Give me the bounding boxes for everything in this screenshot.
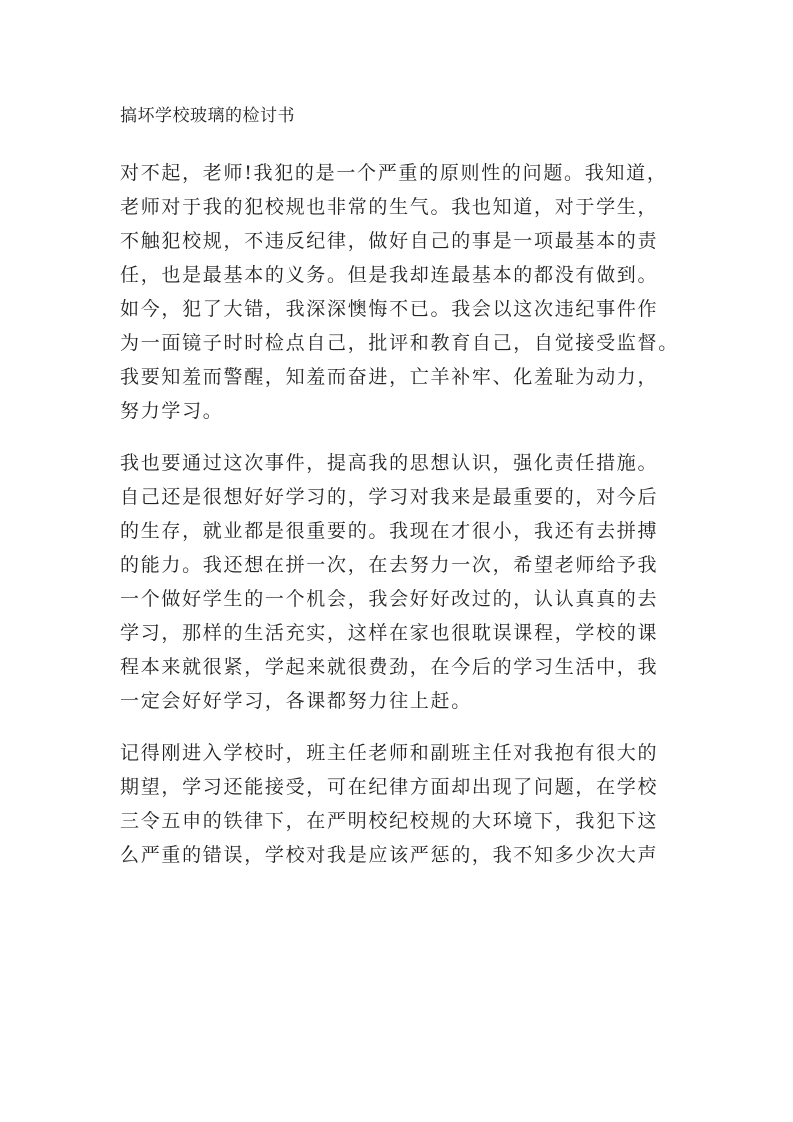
text-line: 对不起，老师!我犯的是一个严重的原则性的问题。我知道， — [120, 162, 668, 184]
text-line: 记得刚进入学校时，班主任老师和副班主任对我抱有很大的 — [120, 742, 659, 764]
paragraph-1 — [120, 156, 680, 428]
text-line: 的能力。我还想在拼一次，在去努力一次，希望老师给予我 — [120, 554, 659, 576]
text-line: 一个做好学生的一个机会，我会好好改过的，认认真真的去 — [120, 588, 659, 610]
text-line: 不触犯校规，不违反纪律，做好自己的事是一项最基本的责 — [120, 230, 659, 252]
paragraph-2 — [120, 446, 680, 718]
text-line: 么严重的错误，学校对我是应该严惩的，我不知多少次大声 — [120, 844, 659, 866]
document-body — [120, 156, 680, 890]
text-line: 自己还是很想好好学习的，学习对我来是最重要的，对今后 — [120, 486, 659, 508]
text-line: 如今，犯了大错，我深深懊悔不已。我会以这次违纪事件作 — [120, 298, 659, 320]
text-line: 三令五申的铁律下，在严明校纪校规的大环境下，我犯下这 — [120, 810, 659, 832]
document-title: 搞坏学校玻璃的检讨书 — [120, 106, 295, 126]
text-line: 一定会好好学习，各课都努力往上赶。 — [120, 690, 472, 712]
text-line: 努力学习。 — [120, 400, 224, 422]
text-line: 程本来就很紧，学起来就很费劲，在今后的学习生活中，我 — [120, 656, 659, 678]
paragraph-3 — [120, 736, 680, 872]
text-line: 为一面镜子时时检点自己，批评和教育自己，自觉接受监督。 — [120, 332, 679, 354]
text-line: 我要知羞而警醒，知羞而奋进，亡羊补牢、化羞耻为动力， — [120, 366, 659, 388]
text-line: 的生存，就业都是很重要的。我现在才很小，我还有去拼搏 — [120, 520, 659, 542]
text-line: 任，也是最基本的义务。但是我却连最基本的都没有做到。 — [120, 264, 659, 286]
text-line: 我也要通过这次事件，提高我的思想认识，强化责任措施。 — [120, 452, 659, 474]
text-line: 老师对于我的犯校规也非常的生气。我也知道，对于学生， — [120, 196, 659, 218]
text-line: 期望，学习还能接受，可在纪律方面却出现了问题，在学校 — [120, 776, 659, 798]
text-line: 学习，那样的生活充实，这样在家也很耽误课程，学校的课 — [120, 622, 659, 644]
